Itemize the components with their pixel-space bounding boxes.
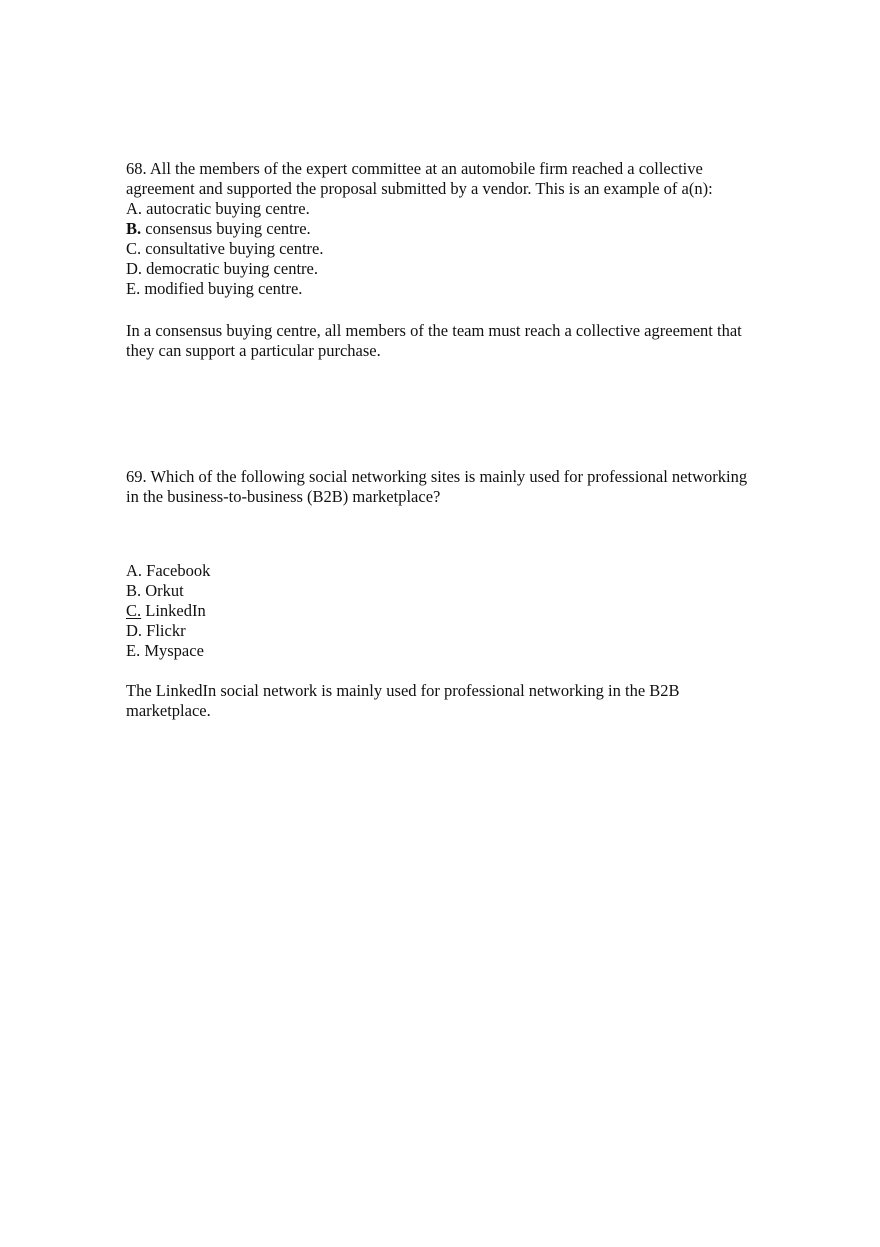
option-letter: B. [126, 219, 142, 238]
question-stem-line: 69. Which of the following social networking sites is mainly used for professional networking [126, 467, 748, 486]
option-text: Flickr [142, 621, 186, 640]
option-text: LinkedIn [141, 601, 206, 620]
question-69-explanation [126, 681, 786, 721]
option-text: democratic buying centre. [142, 259, 318, 278]
option-b-correct [126, 219, 786, 239]
question-stem-line: agreement and supported the proposal submitted by a vendor. This is an example of a(n): [126, 179, 713, 198]
option-a [126, 199, 786, 219]
option-a [126, 561, 786, 581]
option-letter: C. [126, 601, 142, 620]
option-d [126, 621, 786, 641]
question-68-explanation [126, 321, 786, 361]
option-text: consensus buying centre. [141, 219, 311, 238]
question-68-stem [126, 159, 786, 199]
question-68-options [126, 199, 786, 299]
option-letter: D. [126, 621, 143, 640]
question-69-options [126, 561, 786, 661]
option-text: Myspace [140, 641, 204, 660]
option-text: Orkut [141, 581, 184, 600]
explanation-line: In a consensus buying centre, all members of the team must reach a collective agreement that [126, 321, 742, 340]
option-letter: A. [126, 199, 143, 218]
explanation-line: they can support a particular purchase. [126, 341, 381, 360]
option-c-correct [126, 601, 786, 621]
question-stem-line: in the business-to-business (B2B) marketplace? [126, 487, 441, 506]
question-69-stem [126, 467, 786, 507]
option-text: modified buying centre. [140, 279, 303, 298]
option-letter: C. [126, 239, 142, 258]
option-e [126, 641, 786, 661]
option-d [126, 259, 786, 279]
option-text: autocratic buying centre. [142, 199, 310, 218]
option-text: consultative buying centre. [141, 239, 324, 258]
option-e [126, 279, 786, 299]
option-letter: E. [126, 279, 141, 298]
option-b [126, 581, 786, 601]
option-letter: A. [126, 561, 143, 580]
option-letter: E. [126, 641, 141, 660]
option-c [126, 239, 786, 259]
option-text: Facebook [142, 561, 211, 580]
question-stem-line: 68. All the members of the expert committee at an automobile firm reached a collective [126, 159, 703, 178]
option-letter: B. [126, 581, 142, 600]
option-letter: D. [126, 259, 143, 278]
explanation-line: The LinkedIn social network is mainly used for professional networking in the B2B [126, 681, 680, 700]
explanation-line: marketplace. [126, 701, 211, 720]
